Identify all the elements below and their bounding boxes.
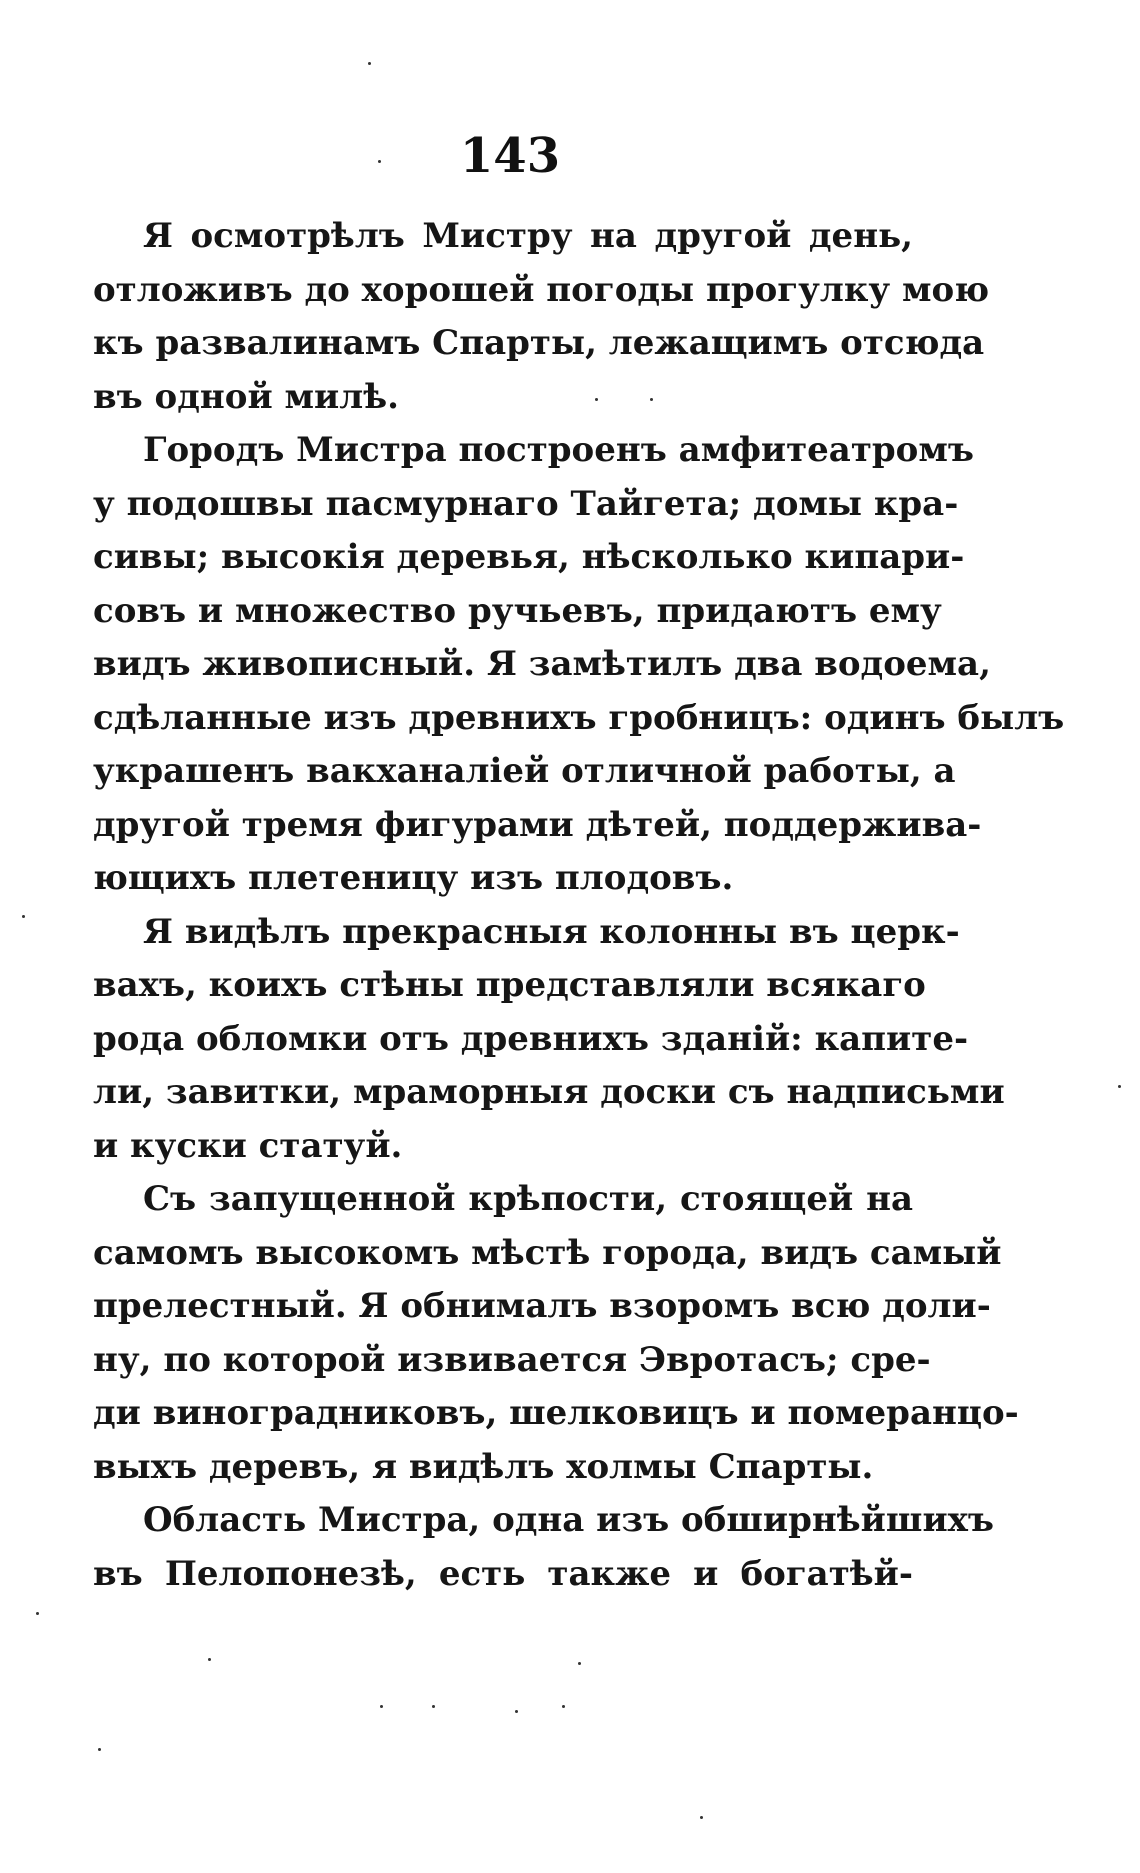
scan-speck bbox=[700, 1816, 703, 1819]
scan-speck bbox=[578, 1662, 581, 1665]
text-line: отложивъ до хорошей погоды прогулку мою bbox=[93, 269, 990, 310]
text-line: прелестный. Я обнималъ взоромъ всю доли- bbox=[93, 1286, 991, 1326]
text-line: въ Пелопонезѣ, есть также и богатѣй- bbox=[93, 1553, 913, 1594]
text-line: вахъ, коихъ стѣны представляли всякаго bbox=[93, 965, 926, 1005]
text-line: Съ запущенной крѣпости, стоящей на bbox=[143, 1179, 913, 1219]
scan-speck bbox=[380, 1705, 383, 1708]
scan-speck bbox=[650, 398, 653, 401]
scan-speck bbox=[368, 62, 371, 65]
text-line: самомъ высокомъ мѣстѣ города, видъ самый bbox=[93, 1232, 1002, 1273]
text-line: Городъ Мистра построенъ амфитеатромъ bbox=[143, 430, 974, 470]
text-line: ющихъ плетеницу изъ плодовъ. bbox=[93, 858, 734, 898]
scan-speck bbox=[208, 1658, 211, 1661]
scan-speck bbox=[432, 1705, 435, 1708]
text-line: Я осмотрѣлъ Мистру на другой день, bbox=[143, 216, 913, 256]
scan-speck bbox=[98, 1748, 101, 1751]
scan-speck bbox=[22, 915, 25, 918]
page-number: 143 bbox=[459, 128, 561, 184]
scan-speck bbox=[562, 1705, 565, 1708]
text-line: сдѣланные изъ древнихъ гробницъ: одинъ былъ bbox=[93, 697, 1065, 738]
text-line: въ одной милѣ. bbox=[93, 376, 399, 417]
text-line: у подошвы пасмурнаго Тайгета; домы кра- bbox=[93, 483, 959, 524]
text-line: выхъ деревъ, я видѣлъ холмы Спарты. bbox=[93, 1446, 874, 1487]
text-line: Область Мистра, одна изъ обширнѣйшихъ bbox=[143, 1500, 995, 1540]
text-line: и куски статуй. bbox=[93, 1125, 403, 1166]
text-line: видъ живописный. Я замѣтилъ два водоема, bbox=[93, 644, 991, 684]
text-line: ли, завитки, мраморныя доски съ надписьми bbox=[93, 1072, 1005, 1112]
text-line: Я видѣлъ прекрасныя колонны въ церк- bbox=[143, 911, 960, 952]
text-line: другой тремя фигурами дѣтей, поддержива- bbox=[93, 804, 982, 845]
text-line: украшенъ вакханаліей отличной работы, а bbox=[93, 751, 956, 791]
text-line: совъ и множество ручьевъ, придаютъ ему bbox=[93, 590, 942, 631]
scan-speck bbox=[515, 1710, 518, 1713]
scan-speck bbox=[36, 1612, 39, 1615]
text-line: сивы; высокія деревья, нѣсколько кипари- bbox=[93, 537, 965, 577]
text-line: къ развалинамъ Спарты, лежащимъ отсюда bbox=[93, 323, 985, 363]
scan-speck bbox=[378, 160, 381, 163]
text-line: ди виноградниковъ, шелковицъ и померанцо- bbox=[93, 1393, 1019, 1433]
scan-speck bbox=[1118, 1085, 1121, 1088]
text-line: рода обломки отъ древнихъ зданій: капите- bbox=[93, 1018, 969, 1059]
body-text bbox=[93, 210, 1065, 1601]
text-line: ну, по которой извивается Эвротасъ; сре- bbox=[93, 1339, 931, 1380]
scan-speck bbox=[595, 398, 598, 401]
